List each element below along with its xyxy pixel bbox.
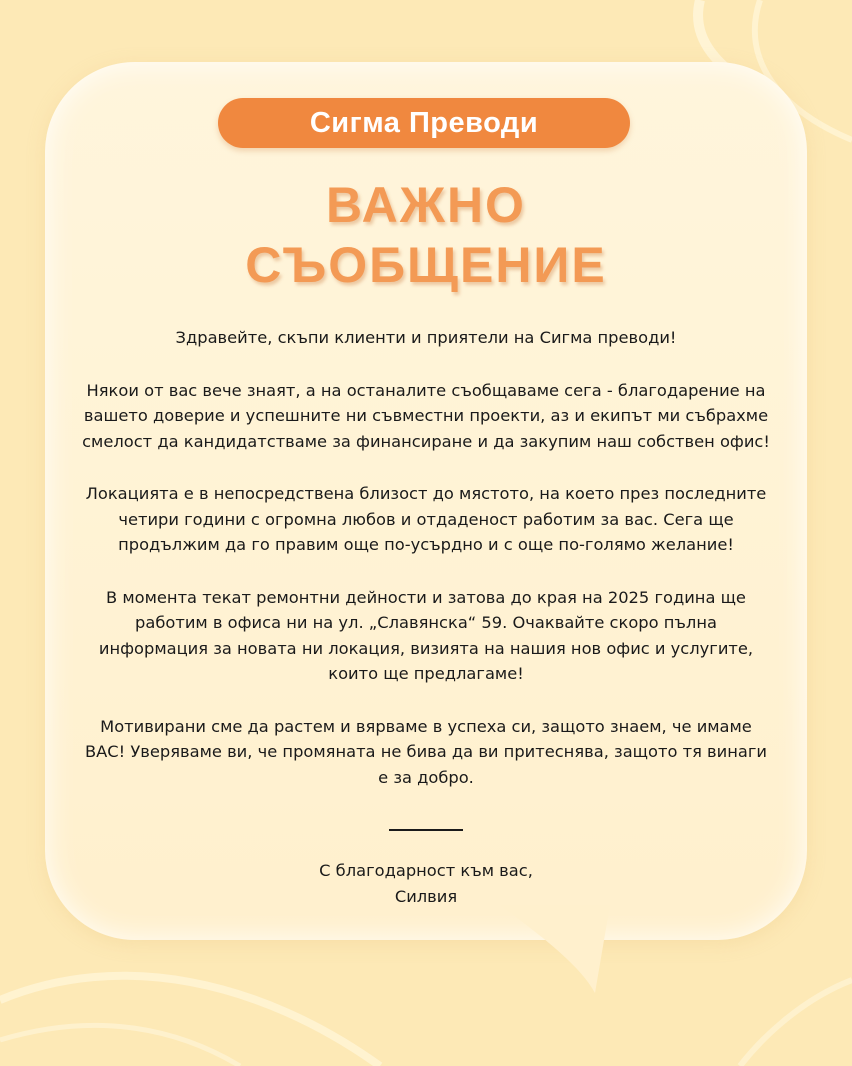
speech-bubble-tail <box>500 905 610 995</box>
signoff-line: С благодарност към вас, <box>319 861 533 880</box>
divider <box>389 829 463 831</box>
brand-name: Сигма Преводи <box>309 106 539 139</box>
title-line-2: СЪОБЩЕНИЕ <box>245 237 607 293</box>
signoff <box>176 858 676 909</box>
paragraph-announcement: Някои от вас вече знаят, а на останалите съобщаваме сега - благодарение на вашето доверие и успешните ни съвместни проекти, аз и екипът ми събрахме смелост да кандидатстваме за финансиране и да закупим наш собствен офис! <box>82 380 770 451</box>
title-line-1: ВАЖНО <box>326 177 526 233</box>
paragraph-renovation: В момента текат ремонтни дейности и затова до края на 2025 година ще работим в офиса ни на ул. „Славянска“ 59. Очаквайте скоро пълна информация за новата ни локация, визията на нашия нов офис и услугите, които ще предлагаме! <box>98 587 754 683</box>
page-title <box>100 175 752 295</box>
brand-badge <box>218 98 630 148</box>
paragraph-motivation: Мотивирани сме да растем и вярваме в успеха си, защото знаем, че имаме ВАС! Уверяваме ви, че промяната не бива да ви притеснява, защото тя винаги е за добро. <box>85 716 767 787</box>
message-body <box>80 325 772 817</box>
paragraph-greeting: Здравейте, скъпи клиенти и приятели на Сигма преводи! <box>175 328 677 347</box>
paragraph-location: Локацията е в непосредствена близост до мястото, на което през последните четири години с огромна любов и отдаденост работим за вас. Сега ще продължим да го правим още по-усърдно и с още по-голямо желание! <box>85 484 767 554</box>
signoff-name: Силвия <box>394 886 458 906</box>
